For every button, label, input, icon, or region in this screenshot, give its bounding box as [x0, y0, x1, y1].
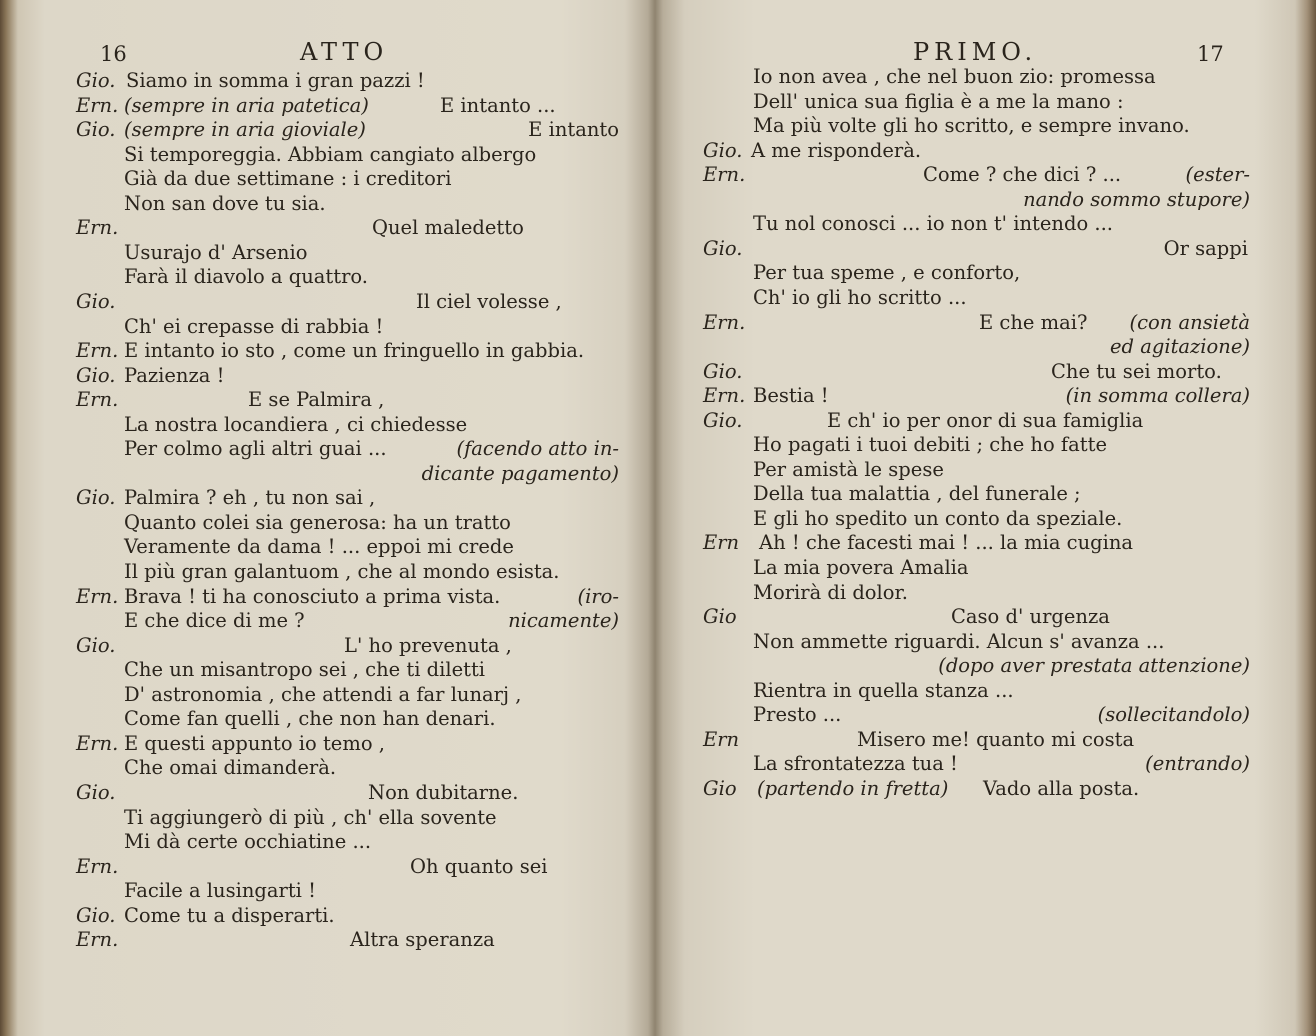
verse-line: L' ho prevenuta , [344, 633, 512, 657]
verse-line: Come fan quelli , che non han denari. [124, 707, 496, 731]
verse-line: Che omai dimanderà. [124, 756, 337, 780]
verse-line: Usurajo d' Arsenio [124, 240, 308, 264]
stage-direction: (facendo atto in- [456, 437, 619, 461]
verse-line: E intanto [528, 118, 619, 142]
stage-direction: (sempre in aria patetica) [124, 93, 369, 117]
verse-line: A me risponderà. [751, 138, 922, 162]
verse-line: Per tua speme , e conforto, [753, 261, 1021, 285]
verse-line: E che dice di me ? [124, 609, 305, 633]
verse-line: Siamo in somma i gran pazzi ! [126, 69, 425, 92]
verse-line: Come tu a disperarti. [124, 903, 335, 927]
verse-line: Or sappi [1163, 236, 1248, 260]
speaker-name: Ern. [76, 584, 119, 608]
verse-line: E che mai? [979, 310, 1088, 334]
verse-line: Mi dà certe occhiatine ... [124, 830, 372, 854]
verse-line: Ma più volte gli ho scritto, e sempre invano. [753, 114, 1190, 138]
speaker-name: Gio. [76, 118, 116, 142]
verse-line: Oh quanto sei [410, 854, 548, 878]
speaker-name: Ern. [76, 339, 119, 363]
speaker-name: Gio. [76, 363, 116, 387]
speaker-name: Gio. [703, 408, 743, 432]
verse-line: La nostra locandiera , ci chiedesse [124, 412, 468, 436]
verse-line: Che tu sei morto. [1051, 359, 1222, 383]
verse-line: Come ? che dici ? ... [923, 163, 1122, 187]
speaker-name: Gio. [76, 780, 116, 804]
speaker-name: Gio. [76, 69, 116, 92]
verse-line: Altra speranza [350, 928, 495, 952]
speaker-name: Gio. [76, 633, 116, 657]
verse-line: Misero me! quanto mi costa [857, 727, 1135, 751]
verse-line: Per colmo agli altri guai ... [124, 437, 387, 461]
speaker-name: Ern [703, 727, 740, 751]
verse-line: Il più gran galantuom , che al mondo esista. [124, 560, 560, 583]
stage-direction: (partendo in fretta) [757, 776, 949, 800]
verse-line: Già da due settimane : i creditori [124, 167, 452, 191]
speaker-name: Ern. [76, 216, 119, 240]
page-number: 17 [1197, 42, 1224, 66]
speaker-name: Ern. [76, 731, 119, 755]
speaker-name: Gio. [76, 903, 116, 927]
speaker-name: Gio. [703, 359, 743, 383]
speaker-name: Ern. [703, 310, 746, 334]
verse-line: Io non avea , che nel buon zio: promessa [753, 65, 1156, 88]
verse-line: Ho pagati i tuoi debiti ; che ho fatte [753, 433, 1107, 457]
verse-line: Palmira ? eh , tu non sai , [124, 486, 376, 510]
verse-line: La mia povera Amalia [753, 556, 969, 579]
speaker-name: Ern. [703, 163, 746, 187]
stage-direction: (ester- [1185, 163, 1250, 187]
verse-line: Ah ! che facesti mai ! ... la mia cugina [759, 531, 1134, 555]
verse-line: D' astronomia , che attendi a far lunarj , [124, 682, 522, 706]
verse-line: Quel maledetto [372, 216, 524, 240]
page-number: 16 [100, 42, 127, 66]
stage-direction: (iro- [577, 584, 619, 608]
verse-line: Si temporeggia. Abbiam cangiato albergo [124, 142, 537, 166]
verse-line: Tu nol conosci ... io non t' intendo ... [753, 212, 1113, 236]
verse-line: Veramente da dama ! ... eppoi mi crede [124, 535, 514, 559]
verse-line: E questi appunto io temo , [124, 731, 385, 755]
stage-direction: (dopo aver prestata attenzione) [938, 654, 1250, 678]
left-page [0, 0, 655, 1036]
running-header: PRIMO. [913, 38, 1038, 66]
speaker-name: Gio. [76, 289, 116, 313]
verse-line: Della tua malattia , del funerale ; [753, 482, 1081, 506]
verse-line: Per amistà le spese [753, 457, 944, 481]
stage-direction: nando sommo stupore) [1023, 187, 1250, 211]
speaker-name: Ern. [703, 384, 746, 408]
verse-line: Vado alla posta. [983, 776, 1140, 800]
verse-line: Non san dove tu sia. [124, 191, 326, 215]
verse-line: E intanto io sto , come un fringuello in gabbia. [124, 339, 585, 363]
stage-direction: (in somma collera) [1065, 384, 1250, 408]
verse-line: E gli ho spedito un conto da speziale. [753, 506, 1123, 530]
verse-line: E ch' io per onor di sua famiglia [827, 408, 1144, 432]
verse-line: Facile a lusingarti ! [124, 879, 316, 903]
verse-line: Il ciel volesse , [416, 289, 562, 313]
speaker-name: Gio. [703, 236, 743, 260]
verse-line: E intanto ... [440, 93, 556, 117]
speaker-name: Ern. [76, 854, 119, 878]
verse-line: Ch' io gli ho scritto ... [753, 285, 967, 309]
speaker-name: Ern. [76, 93, 119, 117]
verse-line: Presto ... [753, 703, 842, 727]
verse-line: Farà il diavolo a quattro. [124, 265, 369, 289]
stage-direction: dicante pagamento) [421, 461, 619, 485]
speaker-name: Ern. [76, 388, 119, 412]
stage-direction: (sollecitandolo) [1097, 703, 1250, 727]
stage-direction: nicamente) [508, 609, 619, 633]
stage-direction: (sempre in aria gioviale) [124, 118, 366, 142]
speaker-name: Ern [703, 531, 740, 555]
running-header: ATTO [300, 38, 389, 66]
verse-line: La sfrontatezza tua ! [753, 752, 958, 776]
verse-line: Bestia ! [753, 384, 829, 408]
speaker-name: Gio [703, 776, 737, 800]
verse-line: Quanto colei sia generosa: ha un tratto [124, 510, 511, 534]
speaker-name: Ern. [76, 928, 119, 952]
right-page [655, 0, 1316, 1036]
stage-direction: (entrando) [1145, 752, 1250, 776]
verse-line: Morirà di dolor. [753, 580, 908, 604]
verse-line: Non ammette riguardi. Alcun s' avanza ... [753, 629, 1165, 653]
verse-line: Dell' unica sua figlia è a me la mano : [753, 89, 1124, 113]
verse-line: Non dubitarne. [368, 780, 519, 804]
verse-line: Che un misantropo sei , che ti diletti [124, 658, 486, 682]
verse-line: E se Palmira , [248, 388, 385, 412]
speaker-name: Gio. [703, 138, 743, 162]
stage-direction: (con ansietà [1129, 310, 1250, 334]
verse-line: Caso d' urgenza [951, 605, 1110, 629]
speaker-name: Gio [703, 605, 737, 629]
speaker-name: Gio. [76, 486, 116, 510]
stage-direction: ed agitazione) [1110, 335, 1250, 359]
verse-line: Brava ! ti ha conosciuto a prima vista. [124, 584, 501, 608]
verse-line: Pazienza ! [124, 363, 225, 387]
verse-line: Rientra in quella stanza ... [753, 678, 1014, 702]
verse-line: Ti aggiungerò di più , ch' ella sovente [124, 805, 497, 829]
verse-line: Ch' ei crepasse di rabbia ! [124, 314, 384, 338]
